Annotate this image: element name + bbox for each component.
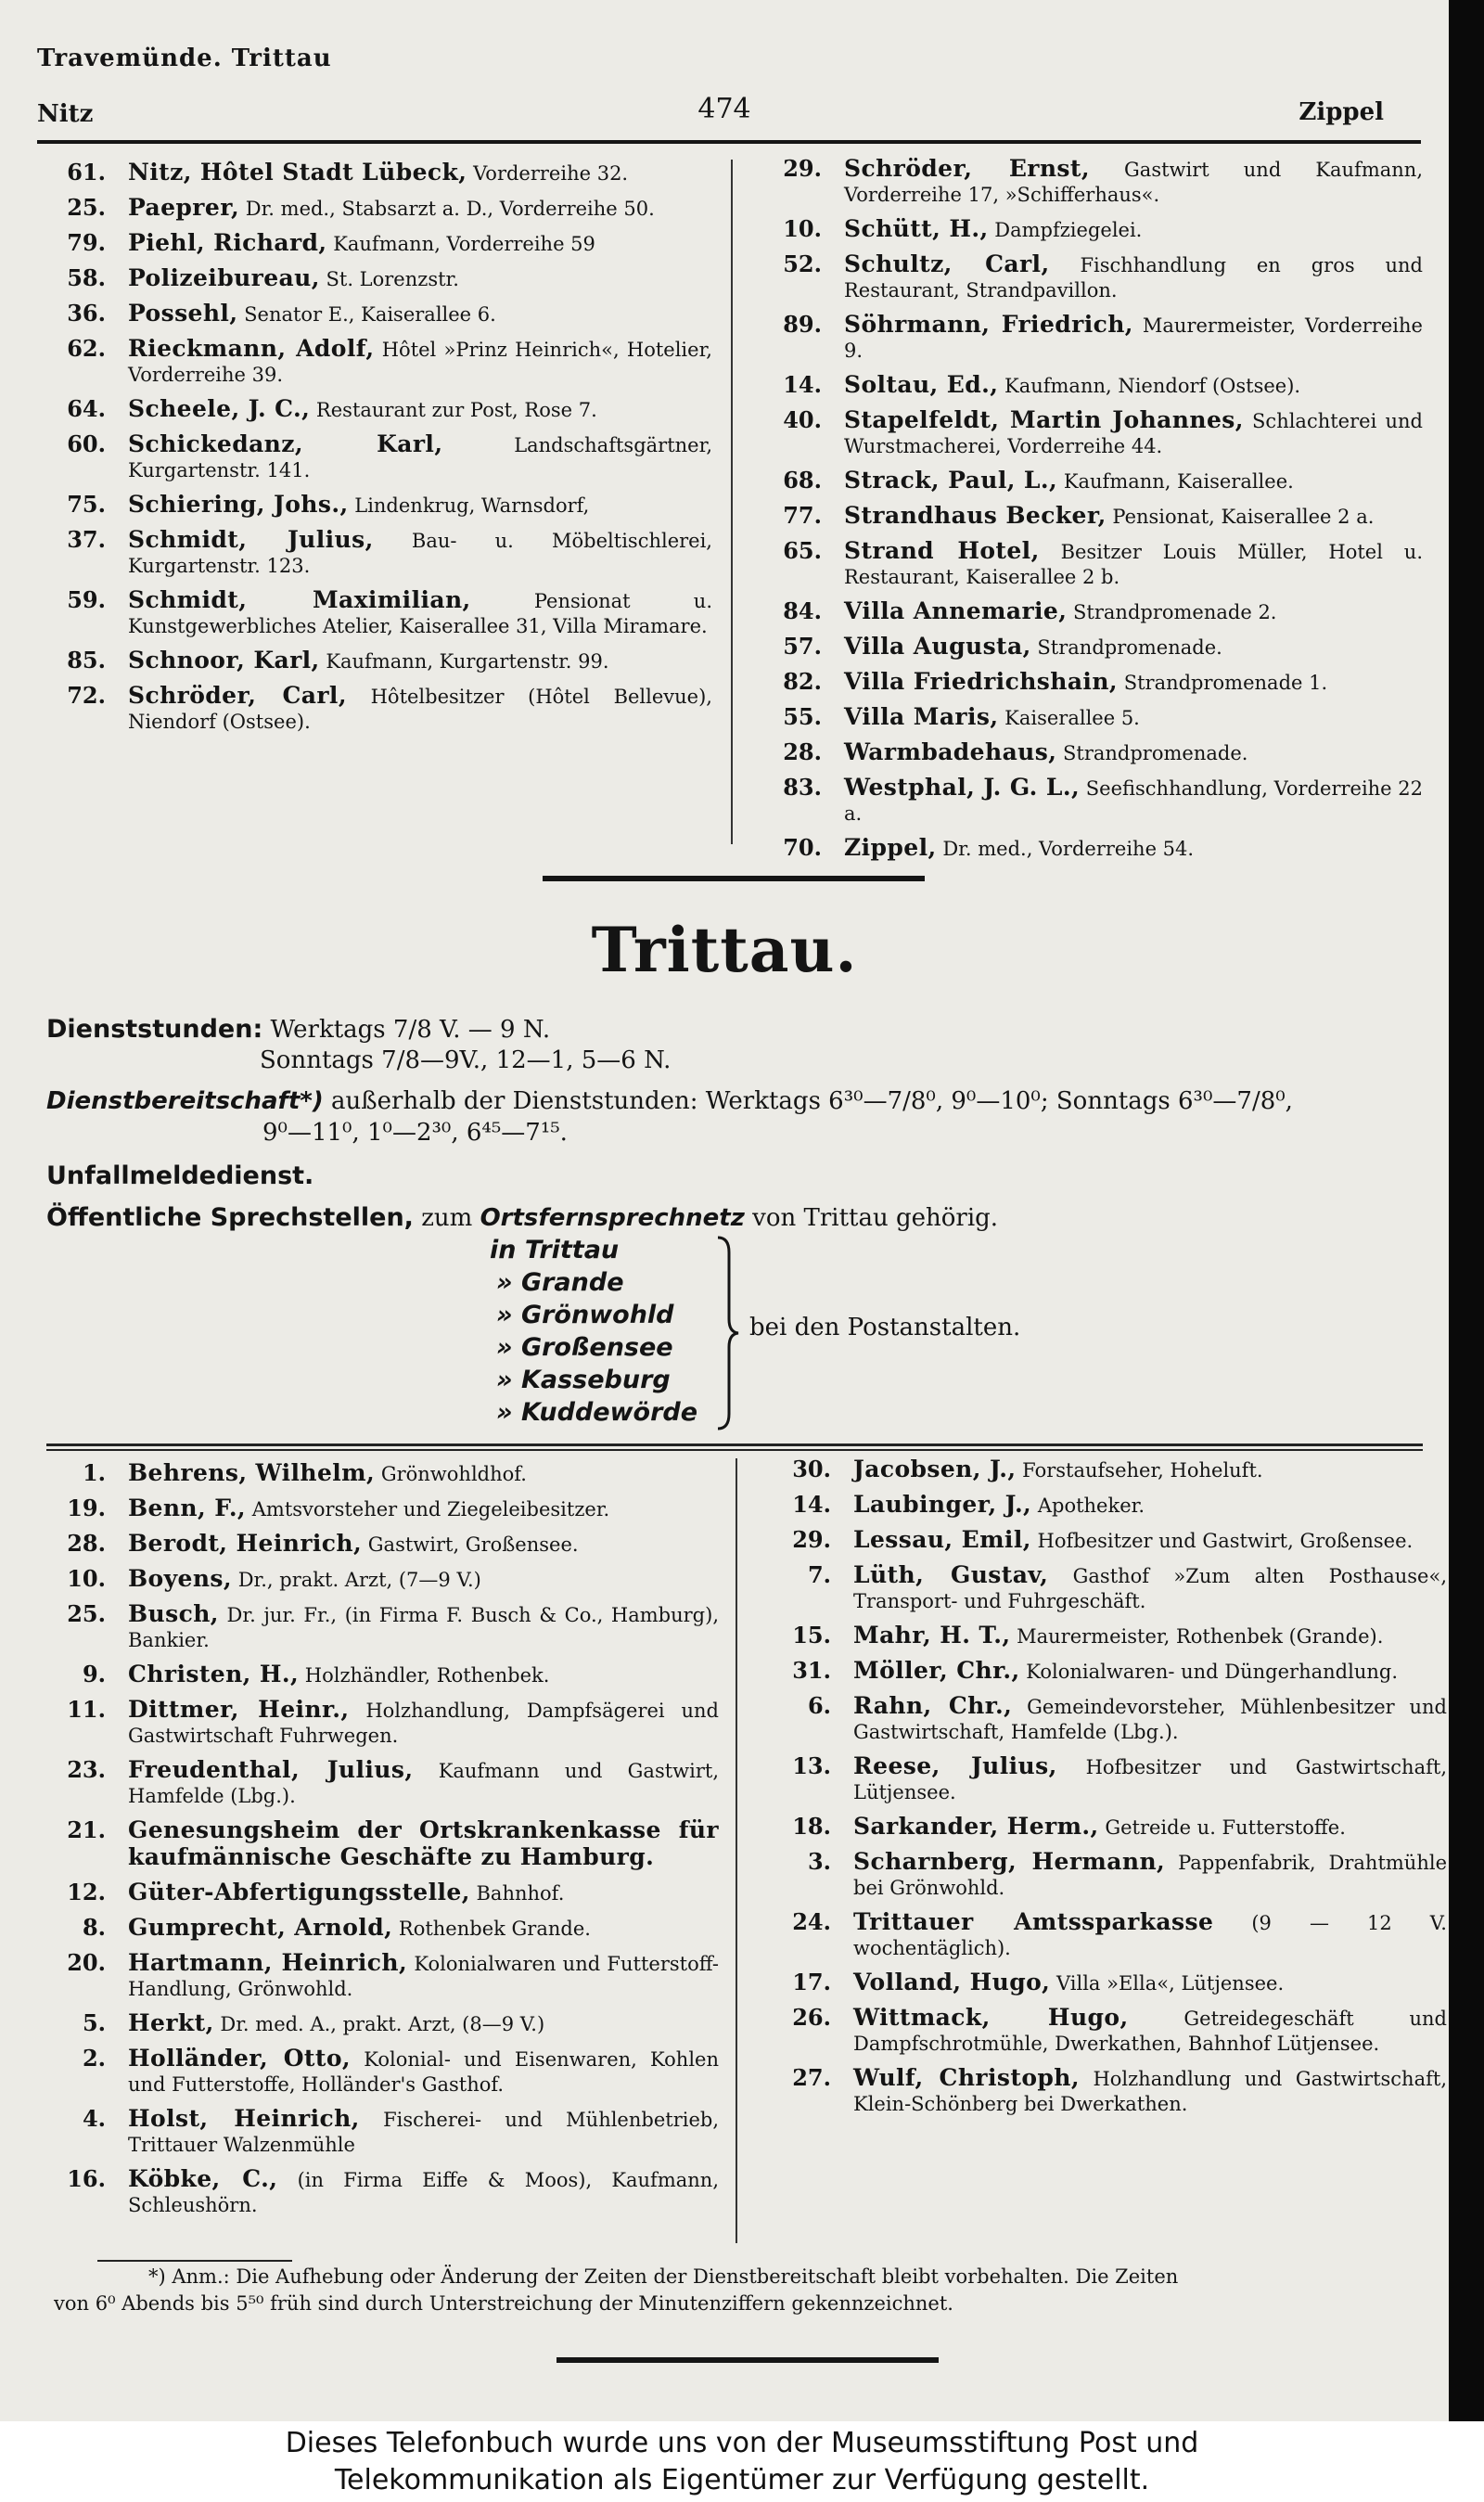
entry-name: Westphal, J. G. L., <box>844 774 1081 801</box>
entry-detail: Kaufmann, Vorderreihe 59 <box>333 233 595 255</box>
directory-entry <box>753 704 1423 731</box>
entry-detail: Senator E., Kaiserallee 6. <box>244 303 496 326</box>
standby-line1 <box>46 1085 1293 1118</box>
footnote-line-2: von 6⁰ Abends bis 5⁵⁰ früh sind durch Unterstreichung der Minutenziffern gekennzeichnet. <box>54 2292 953 2315</box>
entry-number: 23. <box>67 1756 106 1783</box>
directory-entry <box>762 1970 1447 1996</box>
bottom-separator <box>556 2357 939 2363</box>
entry-detail: Strandpromenade. <box>1063 742 1248 764</box>
entry-detail: Dr., prakt. Arzt, (7—9 V.) <box>237 1569 481 1591</box>
directory-entry <box>753 251 1423 303</box>
entry-name: Schiering, Johs., <box>128 491 349 518</box>
entry-name: Gumprecht, Arnold, <box>128 1914 393 1941</box>
directory-entry <box>37 527 712 579</box>
entry-number: 29. <box>792 1526 831 1553</box>
entry-name: Benn, F., <box>128 1495 247 1521</box>
entry-detail: Dr. med., Vorderreihe 54. <box>942 838 1195 860</box>
entry-detail: Grönwohldhof. <box>380 1463 527 1485</box>
entry-name: Busch, <box>128 1600 219 1627</box>
entry-detail: Kaufmann, Niendorf (Ostsee). <box>1004 375 1301 397</box>
entry-number: 70. <box>783 834 822 861</box>
entry-number: 40. <box>783 406 822 433</box>
entry-name: Schröder, Carl, <box>128 682 347 709</box>
entry-name: Volland, Hugo, <box>853 1969 1051 1995</box>
directory-entry <box>37 431 712 483</box>
entry-detail: Kaiserallee 5. <box>1004 707 1140 729</box>
directory-entry <box>762 2065 1447 2117</box>
directory-entry <box>762 1909 1447 1961</box>
service-hours-line1 <box>46 1013 550 1046</box>
entry-name: Warmbadehaus, <box>844 738 1057 765</box>
directory-entry <box>753 372 1423 399</box>
entry-number: 28. <box>783 738 822 765</box>
entry-number: 55. <box>783 703 822 730</box>
entry-detail: Hofbesitzer und Gastwirt, Großensee. <box>1037 1530 1414 1552</box>
directory-entry <box>37 1460 719 1487</box>
entry-name: Stapelfeldt, Martin Johannes, <box>844 406 1244 433</box>
entry-number: 62. <box>67 335 106 362</box>
directory-entry <box>762 1814 1447 1841</box>
entry-detail: Strandpromenade 1. <box>1123 672 1328 694</box>
directory-entry <box>762 1562 1447 1614</box>
entry-detail: Kaufmann, Kurgartenstr. 99. <box>326 650 609 673</box>
directory-entry <box>37 265 712 292</box>
entry-detail: Restaurant zur Post, Rose 7. <box>315 399 597 421</box>
entry-number: 21. <box>67 1816 106 1843</box>
directory-entry <box>753 634 1423 661</box>
directory-entry <box>37 1495 719 1522</box>
entry-name: Reese, Julius, <box>853 1752 1057 1779</box>
entry-name: Söhrmann, Friedrich, <box>844 311 1133 338</box>
entry-detail: Hôtelbesitzer (Hôtel Bellevue), Niendorf (Ostsee). <box>128 686 712 733</box>
entry-detail: Kolonial- und Eisenwaren, Kohlen und Futterstoffe, Holländer's Gasthof. <box>128 2048 719 2096</box>
location-item: » Kasseburg <box>496 1366 671 1394</box>
list-top-rule-thin <box>46 1449 1423 1451</box>
trittau-right-column <box>762 1456 1447 2125</box>
entry-name: Holst, Heinrich, <box>128 2105 360 2132</box>
directory-entry <box>37 492 712 519</box>
entry-number: 72. <box>67 682 106 709</box>
entry-number: 16. <box>67 2165 106 2192</box>
directory-entry <box>762 1849 1447 1901</box>
archive-footer <box>0 2421 1484 2502</box>
entry-number: 77. <box>783 502 822 529</box>
entry-detail: Gemeindevorsteher, Mühlenbesitzer und Gastwirtschaft, Hamfelde (Lbg.). <box>853 1696 1447 1743</box>
entry-name: Scheele, J. C., <box>128 395 311 422</box>
entry-detail: Gastwirt, Großensee. <box>367 1533 579 1556</box>
entry-name: Holländer, Otto, <box>128 2045 352 2072</box>
public-stations-connector: zum <box>421 1204 473 1232</box>
entry-name: Schultz, Carl, <box>844 250 1050 277</box>
entry-name: Piehl, Richard, <box>128 229 327 256</box>
entry-number: 4. <box>82 2105 106 2132</box>
entry-detail: Hôtel »Prinz Heinrich«, Hotelier, Vorderreihe 39. <box>128 339 712 386</box>
directory-entry <box>37 1662 719 1688</box>
directory-entry <box>762 1492 1447 1519</box>
entry-detail: Schlachterei und Wurstmacherei, Vorderreihe 44. <box>844 410 1423 457</box>
entry-detail: Rothenbek Grande. <box>398 1918 591 1940</box>
entry-number: 36. <box>67 300 106 327</box>
directory-entry <box>37 2010 719 2037</box>
entry-number: 58. <box>67 264 106 291</box>
entry-number: 1. <box>82 1459 106 1486</box>
entry-name: Villa Maris, <box>844 703 999 730</box>
entry-name: Wulf, Christoph, <box>853 2064 1080 2091</box>
entry-name: Lüth, Gustav, <box>853 1561 1049 1588</box>
entry-number: 15. <box>792 1622 831 1649</box>
page-number: 474 <box>697 93 751 125</box>
footnote-line-1: *) Anm.: Die Aufhebung oder Änderung der Zeiten der Dienstbereitschaft bleibt vorbehalten. Die Zeiten <box>148 2265 1179 2288</box>
directory-entry <box>37 195 712 222</box>
entry-name: Berodt, Heinrich, <box>128 1530 363 1557</box>
entry-name: Dittmer, Heinr., <box>128 1696 350 1723</box>
entry-name: Strand Hotel, <box>844 537 1040 564</box>
standby-label: Dienstbereitschaft*) <box>46 1087 324 1115</box>
travemuende-right-column <box>753 156 1423 870</box>
brace-label: bei den Postanstalten. <box>749 1314 1021 1341</box>
entry-name: Wittmack, Hugo, <box>853 2004 1129 2031</box>
entry-number: 12. <box>67 1879 106 1905</box>
entry-detail: Apotheker. <box>1037 1495 1145 1517</box>
accident-service-line <box>46 1160 313 1193</box>
entry-detail: Maurermeister, Vorderreihe 9. <box>844 314 1423 362</box>
directory-entry <box>37 396 712 423</box>
last-entry-keyword: Zippel <box>1298 98 1384 126</box>
entry-detail: Pappenfabrik, Drahtmühle bei Grönwohld. <box>853 1852 1447 1899</box>
service-hours-line2: Sonntags 7/8—9V., 12—1, 5—6 N. <box>260 1046 672 1074</box>
service-hours-weekdays: Werktags 7/8 V. — 9 N. <box>270 1016 551 1044</box>
entry-number: 2. <box>82 2045 106 2072</box>
entry-name: Schnoor, Karl, <box>128 647 320 674</box>
entry-number: 84. <box>783 597 822 624</box>
directory-entry <box>37 1950 719 2002</box>
entry-detail: Getreidegeschäft und Dampfschrotmühle, Dwerkathen, Bahnhof Lütjensee. <box>853 2008 1447 2055</box>
directory-entry <box>37 336 712 388</box>
entry-detail: Hofbesitzer und Gastwirtschaft, Lütjensee. <box>853 1756 1447 1803</box>
entry-detail: Dr. med., Stabsarzt a. D., Vorderreihe 50. <box>245 198 655 220</box>
entry-detail: Kolonialwaren und Futterstoff-Handlung, Grönwohld. <box>128 1953 719 2000</box>
directory-entry <box>37 1697 719 1749</box>
directory-entry <box>37 587 712 639</box>
entry-detail: Strandpromenade 2. <box>1073 601 1277 623</box>
entry-name: Schütt, H., <box>844 215 989 242</box>
entry-detail: Strandpromenade. <box>1037 636 1222 659</box>
directory-entry <box>37 1757 719 1809</box>
entry-detail: Kaufmann und Gastwirt, Hamfelde (Lbg.). <box>128 1760 719 1807</box>
entry-detail: Pensionat u. Kunstgewerbliches Atelier, Kaiserallee 31, Villa Miramare. <box>128 590 712 637</box>
entry-number: 28. <box>67 1530 106 1557</box>
entry-number: 64. <box>67 395 106 422</box>
entry-detail: Holzhändler, Rothenbek. <box>304 1664 550 1687</box>
entry-detail: Holzhandlung, Dampfsägerei und Gastwirtschaft Fuhrwegen. <box>128 1700 719 1747</box>
entry-number: 83. <box>783 774 822 801</box>
entry-detail: Vorderreihe 32. <box>473 162 629 185</box>
entry-number: 37. <box>67 526 106 553</box>
entry-detail: Forstaufseher, Hoheluft. <box>1022 1459 1263 1482</box>
right-brace-icon <box>714 1236 742 1431</box>
entry-number: 52. <box>783 250 822 277</box>
entry-name: Schmidt, Maximilian, <box>128 586 471 613</box>
column-divider-bottom <box>736 1458 737 2243</box>
entry-number: 17. <box>792 1969 831 1995</box>
directory-entry <box>753 669 1423 696</box>
entry-detail: Dr. jur. Fr., (in Firma F. Busch & Co., Hamburg), Bankier. <box>128 1604 719 1651</box>
entry-name: Polizeibureau, <box>128 264 320 291</box>
entry-detail: Kaufmann, Kaiserallee. <box>1063 470 1294 493</box>
entry-number: 57. <box>783 633 822 660</box>
entry-detail: Lindenkrug, Warnsdorf, <box>354 494 590 517</box>
entry-number: 68. <box>783 467 822 494</box>
location-item: » Grönwohld <box>496 1301 674 1329</box>
directory-entry <box>753 216 1423 243</box>
entry-detail: Landschaftsgärtner, Kurgartenstr. 141. <box>128 434 712 481</box>
entry-name: Laubinger, J., <box>853 1491 1032 1518</box>
entry-name: Sarkander, Herm., <box>853 1813 1099 1840</box>
entry-name: Schröder, Ernst, <box>844 155 1090 182</box>
directory-entry <box>753 538 1423 590</box>
entry-name: Christen, H., <box>128 1661 300 1687</box>
directory-entry <box>37 1566 719 1593</box>
entry-detail: Holzhandlung und Gastwirtschaft, Klein-Schönberg bei Dwerkathen. <box>853 2068 1447 2115</box>
section-separator <box>543 876 925 881</box>
location-item: » Großensee <box>496 1333 673 1362</box>
directory-entry <box>762 1658 1447 1685</box>
entry-name: Rieckmann, Adolf, <box>128 335 375 362</box>
entry-detail: Pensionat, Kaiserallee 2 a. <box>1112 506 1375 528</box>
entry-detail: Gastwirt und Kaufmann, Vorderreihe 17, »Schifferhaus«. <box>844 159 1423 206</box>
entry-number: 8. <box>82 1914 106 1941</box>
entry-number: 5. <box>82 2009 106 2036</box>
entry-name: Mahr, H. T., <box>853 1622 1011 1649</box>
directory-entry <box>753 503 1423 530</box>
entry-name: Güter-Abfertigungsstelle, <box>128 1879 470 1905</box>
directory-entry <box>37 2106 719 2158</box>
location-item: » Grande <box>496 1268 624 1297</box>
entry-number: 11. <box>67 1696 106 1723</box>
entry-name: Behrens, Wilhelm, <box>128 1459 376 1486</box>
entry-detail: Fischerei- und Mühlenbetrieb, Trittauer Walzenmühle <box>128 2109 719 2156</box>
service-hours-label: Dienststunden: <box>46 1015 263 1044</box>
entry-number: 31. <box>792 1657 831 1684</box>
entry-name: Strandhaus Becker, <box>844 502 1107 529</box>
entry-detail: Getreide u. Futterstoffe. <box>1105 1816 1346 1839</box>
entry-detail: (in Firma Eiffe & Moos), Kaufmann, Schleushörn. <box>128 2169 719 2216</box>
standby-line2: 9⁰—11⁰, 1⁰—2³⁰, 6⁴⁵—7¹⁵. <box>262 1119 568 1147</box>
entry-number: 6. <box>807 1692 831 1719</box>
directory-entry <box>37 683 712 735</box>
entry-name: Soltau, Ed., <box>844 371 999 398</box>
location-item: in Trittau <box>490 1236 620 1264</box>
entry-name: Rahn, Chr., <box>853 1692 1013 1719</box>
entry-number: 13. <box>792 1752 831 1779</box>
entry-number: 27. <box>792 2064 831 2091</box>
entry-number: 24. <box>792 1908 831 1935</box>
local-network-term: Ortsfernsprechnetz <box>480 1204 745 1232</box>
entry-detail: Dampfziegelei. <box>994 219 1143 241</box>
entry-name: Zippel, <box>844 834 937 861</box>
directory-entry <box>753 407 1423 459</box>
entry-name: Strack, Paul, L., <box>844 467 1058 494</box>
entry-number: 61. <box>67 159 106 186</box>
entry-name: Paeprer, <box>128 194 240 221</box>
running-title: Travemünde. Trittau <box>37 45 332 72</box>
column-divider-top <box>731 160 733 844</box>
directory-entry <box>762 1527 1447 1554</box>
first-entry-keyword: Nitz <box>37 100 94 128</box>
directory-entry <box>753 775 1423 827</box>
entry-number: 7. <box>807 1561 831 1588</box>
entry-number: 25. <box>67 194 106 221</box>
entry-number: 59. <box>67 586 106 613</box>
entry-name: Boyens, <box>128 1565 232 1592</box>
directory-entry <box>37 2046 719 2098</box>
location-item: » Kuddewörde <box>496 1398 698 1427</box>
footnote-rule <box>97 2260 292 2262</box>
directory-entry <box>762 1456 1447 1483</box>
entry-number: 60. <box>67 430 106 457</box>
trittau-left-column <box>37 1460 719 2226</box>
public-stations-line <box>46 1201 998 1235</box>
entry-name: Hartmann, Heinrich, <box>128 1949 408 1976</box>
entry-detail: St. Lorenzstr. <box>326 268 459 290</box>
entry-detail: Gasthof »Zum alten Posthause«, Transport- und Fuhrgeschäft. <box>853 1565 1448 1612</box>
directory-entry <box>753 156 1423 208</box>
entry-detail: Villa »Ella«, Lütjensee. <box>1055 1972 1285 1995</box>
entry-name: Trittauer Amtssparkasse <box>853 1908 1214 1935</box>
entry-number: 9. <box>82 1661 106 1687</box>
directory-entry <box>753 312 1423 364</box>
entry-name: Möller, Chr., <box>853 1657 1020 1684</box>
accident-service: Unfallmeldedienst. <box>46 1161 314 1190</box>
directory-entry <box>762 1753 1447 1805</box>
entry-name: Possehl, <box>128 300 238 327</box>
entry-name: Köbke, C., <box>128 2165 278 2192</box>
entry-number: 26. <box>792 2004 831 2031</box>
entry-detail: (9 — 12 V. wochentäglich). <box>853 1912 1447 1959</box>
directory-entry <box>762 1693 1447 1745</box>
entry-name: Schickedanz, Karl, <box>128 430 443 457</box>
directory-entry <box>753 739 1423 766</box>
entry-number: 30. <box>792 1456 831 1482</box>
entry-number: 85. <box>67 647 106 674</box>
entry-name: Villa Augusta, <box>844 633 1031 660</box>
entry-number: 79. <box>67 229 106 256</box>
entry-number: 10. <box>783 215 822 242</box>
entry-name: Freudenthal, Julius, <box>128 1756 414 1783</box>
entry-number: 18. <box>792 1813 831 1840</box>
entry-detail: Fischhandlung en gros und Restaurant, Strandpavillon. <box>844 254 1423 302</box>
travemuende-left-column <box>37 160 712 743</box>
footer-line-2: Telekommunikation als Eigentümer zur Verfügung gestellt. <box>334 2464 1150 2496</box>
list-top-rule <box>46 1443 1423 1446</box>
entry-number: 65. <box>783 537 822 564</box>
entry-number: 29. <box>783 155 822 182</box>
entry-number: 10. <box>67 1565 106 1592</box>
entry-name: Lessau, Emil, <box>853 1526 1031 1553</box>
directory-entry <box>37 648 712 674</box>
directory-entry <box>37 2166 719 2218</box>
entry-detail: Maurermeister, Rothenbek (Grande). <box>1017 1625 1384 1648</box>
directory-entry <box>37 1915 719 1942</box>
directory-entry <box>37 230 712 257</box>
directory-entry <box>753 835 1423 862</box>
entry-name: Scharnberg, Hermann, <box>853 1848 1166 1875</box>
header-rule <box>37 140 1421 144</box>
footer-line-1: Dieses Telefonbuch wurde uns von der Museumsstiftung Post und <box>285 2427 1199 2459</box>
directory-entry <box>762 1623 1447 1649</box>
entry-number: 82. <box>783 668 822 695</box>
entry-detail: Kolonialwaren- und Düngerhandlung. <box>1026 1661 1398 1683</box>
entry-name: Nitz, Hôtel Stadt Lübeck, <box>128 159 467 186</box>
entry-name: Herkt, <box>128 2009 214 2036</box>
standby-times: außerhalb der Dienststunden: Werktags 6³⁰—7/8⁰, 9⁰—10⁰; Sonntags 6³⁰—7/8⁰, <box>331 1087 1293 1115</box>
entry-detail: Bau- u. Möbeltischlerei, Kurgartenstr. 123. <box>128 530 712 577</box>
entry-name: Schmidt, Julius, <box>128 526 374 553</box>
entry-detail: Bahnhof. <box>476 1882 565 1905</box>
directory-entry <box>762 2005 1447 2057</box>
entry-detail: Dr. med. A., prakt. Arzt, (8—9 V.) <box>220 2013 545 2035</box>
entry-detail: Amtsvorsteher und Ziegeleibesitzer. <box>251 1498 610 1520</box>
directory-entry <box>37 1531 719 1558</box>
entry-number: 20. <box>67 1949 106 1976</box>
entry-number: 19. <box>67 1495 106 1521</box>
entry-number: 3. <box>807 1848 831 1875</box>
entry-name: Jacobsen, J., <box>853 1456 1017 1482</box>
entry-detail: Seefischhandlung, Vorderreihe 22 a. <box>844 777 1424 825</box>
public-stations-label: Öffentliche Sprechstellen, <box>46 1203 414 1232</box>
directory-entry <box>37 160 712 186</box>
entry-number: 14. <box>783 371 822 398</box>
entry-number: 25. <box>67 1600 106 1627</box>
directory-entry <box>37 1817 719 1871</box>
entry-name: Genesungsheim der Ortskrankenkasse für kaufmännische Geschäfte zu Hamburg. <box>128 1816 719 1870</box>
entry-name: Villa Friedrichshain, <box>844 668 1119 695</box>
entry-number: 14. <box>792 1491 831 1518</box>
entry-name: Villa Annemarie, <box>844 597 1068 624</box>
directory-entry <box>753 598 1423 625</box>
public-stations-suffix: von Trittau gehörig. <box>752 1204 999 1232</box>
entry-number: 75. <box>67 491 106 518</box>
directory-entry <box>37 1601 719 1653</box>
directory-entry <box>37 1880 719 1906</box>
section-title: Trittau. <box>591 914 858 986</box>
directory-entry <box>37 301 712 327</box>
directory-entry <box>753 468 1423 494</box>
entry-detail: Besitzer Louis Müller, Hotel u. Restaurant, Kaiserallee 2 b. <box>844 541 1423 588</box>
entry-number: 89. <box>783 311 822 338</box>
